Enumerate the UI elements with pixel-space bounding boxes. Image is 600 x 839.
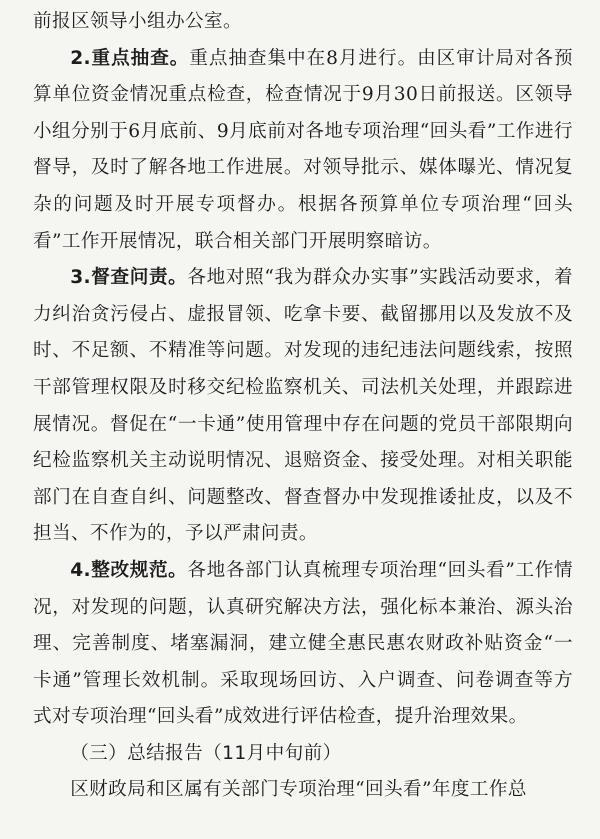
intro-tail-paragraph: 前报区领导小组办公室。 [33,11,242,32]
item-4-paragraph [33,553,573,736]
final-line-paragraph: 区财政局和区属有关部门专项治理“回头看”年度工作总 [70,779,527,801]
item-2-paragraph [33,41,573,261]
document-body [33,4,573,809]
item-3-paragraph [33,260,573,553]
item-3-heading: 3.督查问责。 [70,267,188,289]
subsection-title: （三）总结报告（11月中旬前） [70,742,342,764]
item-4-body: 各地各部门认真梳理专项治理“回头看”工作情况，对发现的问题，认真研究解决方法，强化标本兼治、源头治理、完善制度、堵塞漏洞，建立健全惠民惠农财政补贴资金“一卡通”管理长效机制。采取现场回访、入户调查、问卷调查等方式对专项治理“回头看”成效进行评估检查，提升治理效果。 [33,559,573,728]
item-3-body: 各地对照“我为群众办实事”实践活动要求，着力纠治贪污侵占、虚报冒领、吃拿卡要、截留挪用以及发放不及时、不足额、不精准等问题。对发现的违纪违法问题线索，按照干部管理权限及时移交纪检监察机关、司法机关处理，并跟踪进展情况。督促在“一卡通”使用管理中存在问题的党员干部限期向纪检监察机关主动说明情况、退赔资金、接受处理。对相关职能部门在自查自纠、问题整改、督查督办中发现推诿扯皮，以及不担当、不作为的，予以严肃问责。 [33,267,573,545]
item-2-body: 重点抽查集中在8月进行。由区审计局对各预算单位资金情况重点检查，检查情况于9月30日前报送。区领导小组分别于6月底前、9月底前对各地专项治理“回头看”工作进行督导，及时了解各地工作进展。对领导批示、媒体曝光、情况复杂的问题及时开展专项督办。根据各预算单位专项治理“回头看”工作开展情况，联合相关部门开展明察暗访。 [33,47,573,252]
item-2-heading: 2.重点抽查。 [70,47,190,69]
item-4-heading: 4.整改规范。 [70,559,188,581]
